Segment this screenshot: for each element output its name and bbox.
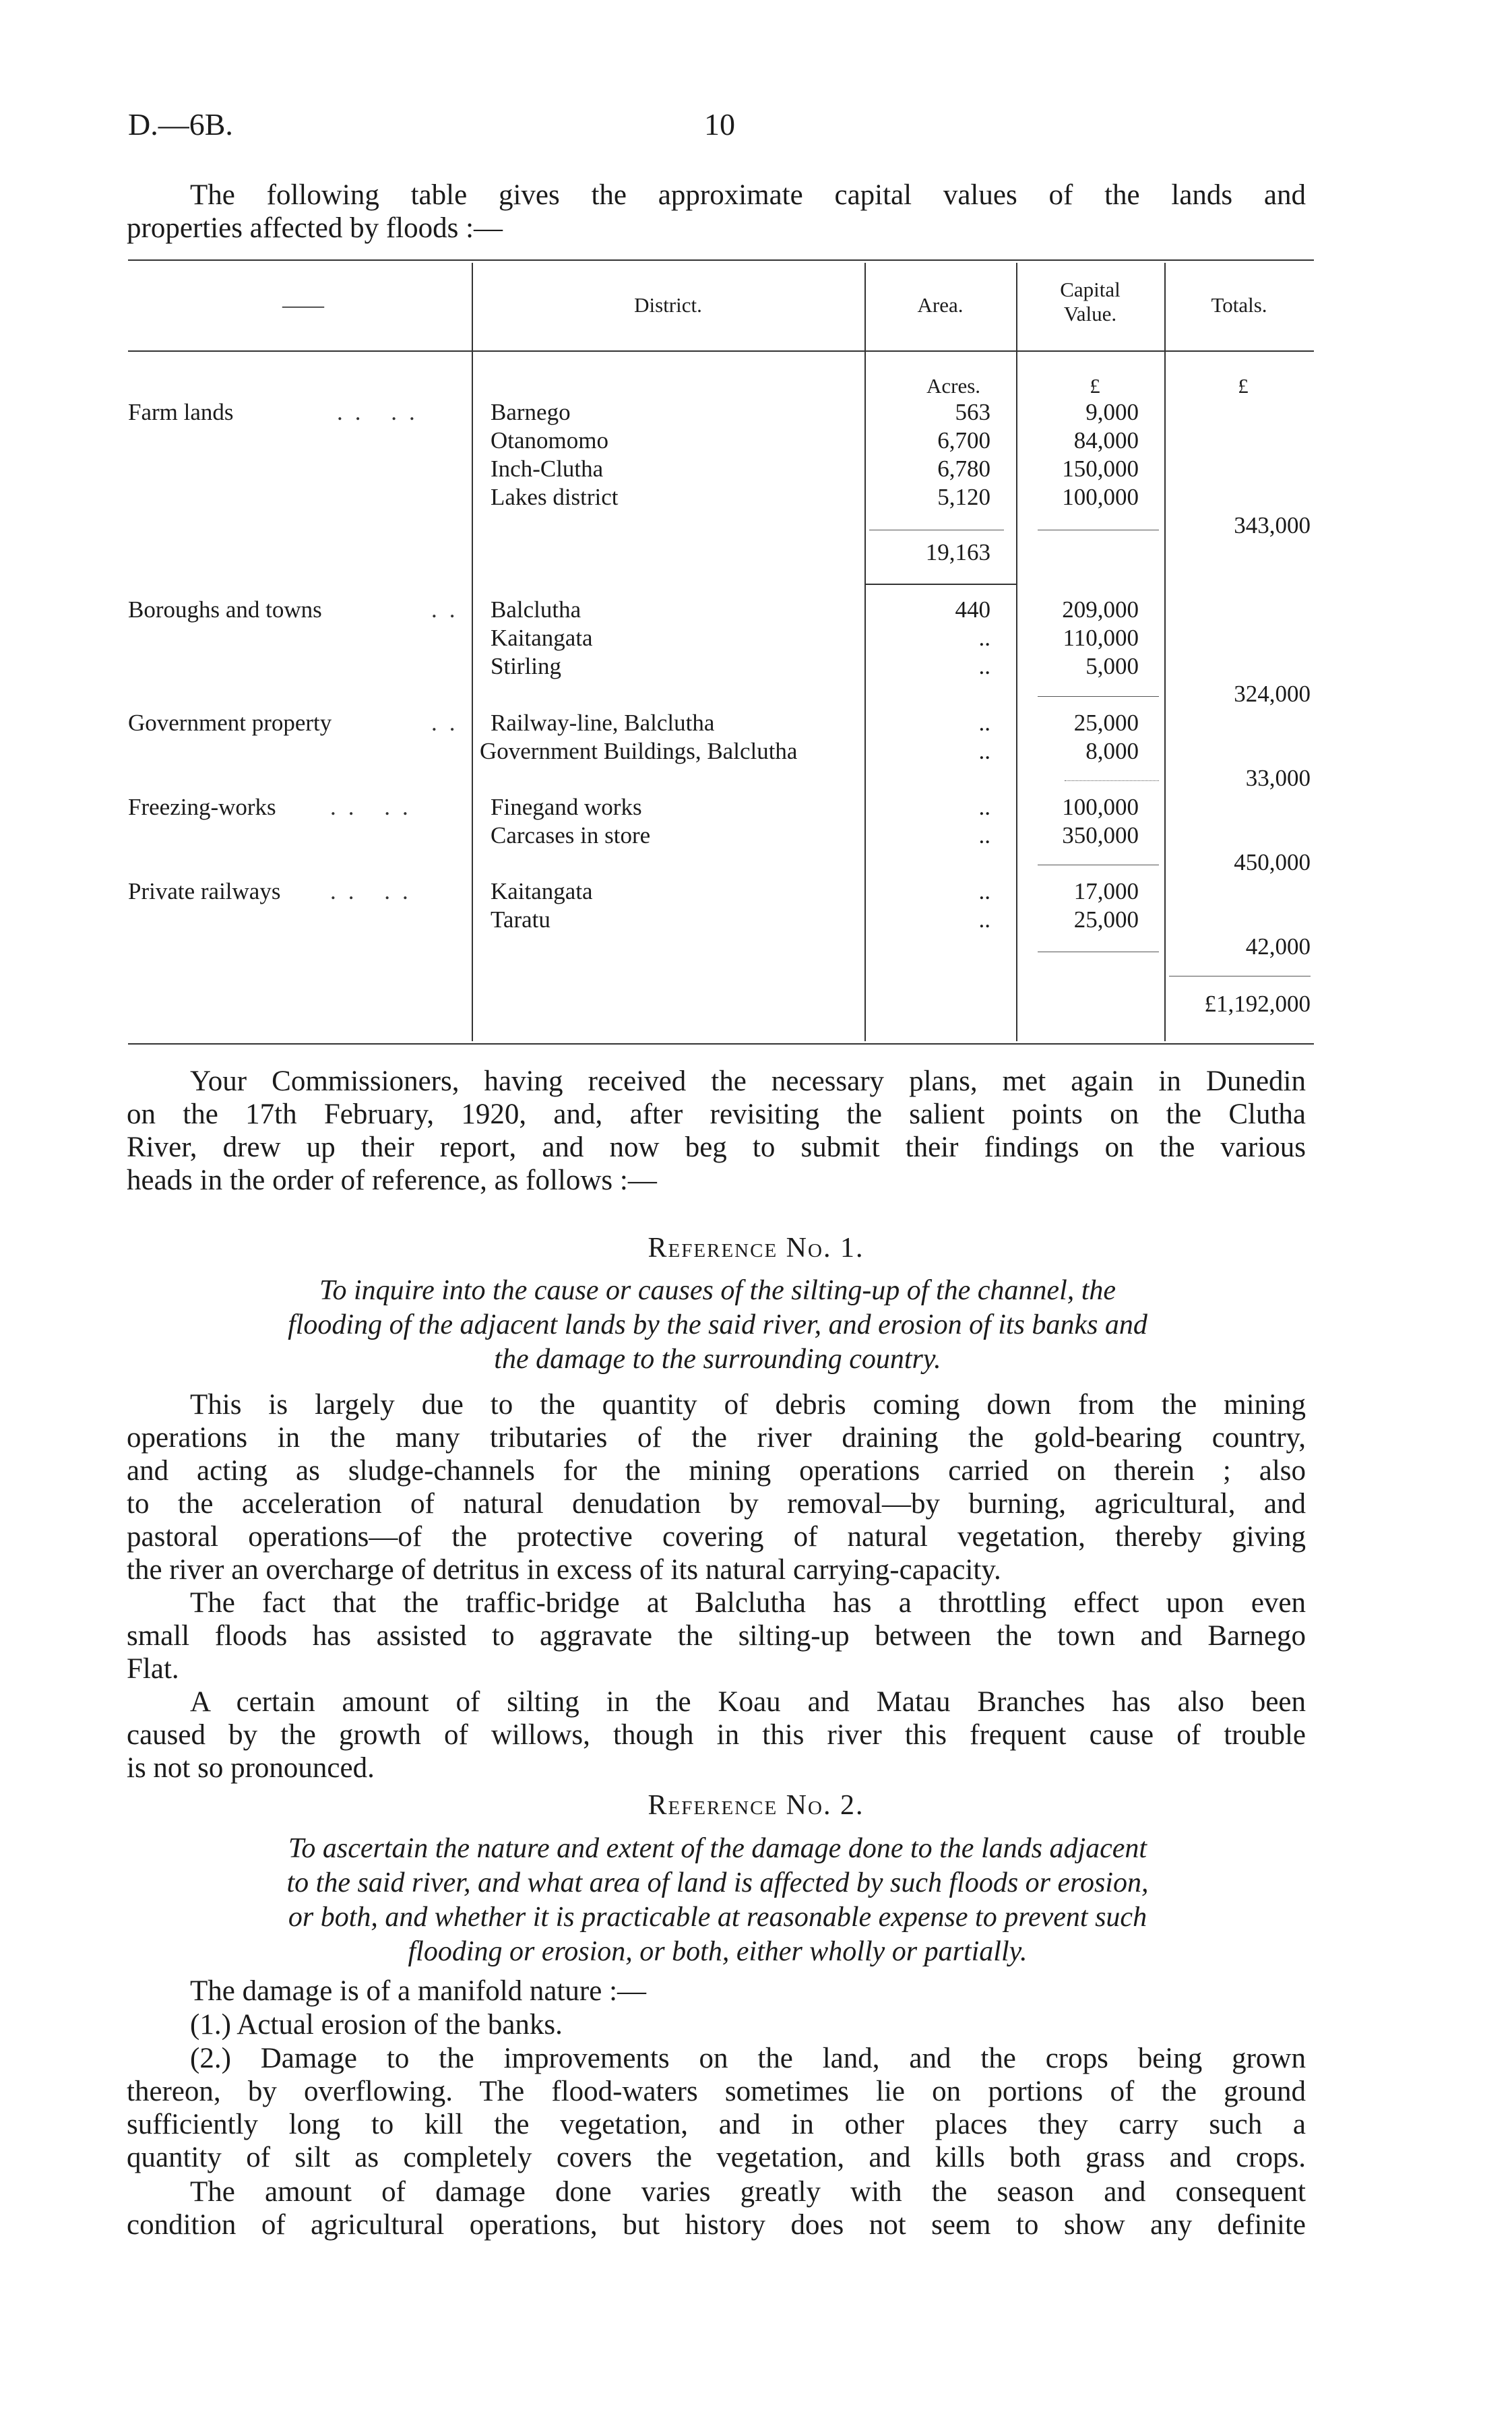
area-rule	[864, 584, 1016, 585]
table-header-rule	[128, 350, 1314, 352]
text-line: River, drew up their report, and now beg to submit their findings on the various	[127, 1131, 1306, 1163]
leader-dots: .. ..	[330, 794, 420, 820]
text-line: quantity of silt as completely covers the vegetation, and kills both grass and crops.	[127, 2142, 1306, 2173]
reference-1-paragraph-1	[127, 1388, 1306, 1586]
text-line: operations in the many tributaries of the river draining the gold-bearing country,	[127, 1422, 1306, 1454]
text-line: pastoral operations—of the protective covering of natural vegetation, thereby giving	[127, 1521, 1306, 1553]
reference-1-text	[202, 1274, 1233, 1377]
text-line: or both, and whether it is practicable at reasonable expense to prevent such	[288, 1902, 1147, 1933]
reference-2-paragraph-1	[127, 1975, 1306, 2008]
capital-value: 100,000	[1062, 484, 1139, 510]
group-total: 33,000	[1245, 765, 1311, 791]
commissioners-paragraph	[127, 1065, 1306, 1197]
capital-value: 17,000	[1073, 878, 1139, 904]
reference-2-text	[202, 1832, 1233, 1969]
group-total: 450,000	[1234, 849, 1311, 875]
capital-value: 209,000	[1062, 596, 1139, 623]
text-line: on the 17th February, 1920, and, after revisiting the salient points on the Clutha	[127, 1098, 1306, 1130]
capital-value: 5,000	[1085, 653, 1139, 679]
district-name: Government Buildings, Balclutha	[480, 738, 798, 764]
text-line: sufficiently long to kill the vegetation, and in other places they carry such a	[127, 2109, 1306, 2140]
text-line: heads in the order of reference, as follows :—	[127, 1165, 657, 1196]
text-line: properties affected by floods :—	[127, 212, 503, 244]
district-name: Inch-Clutha	[491, 456, 604, 482]
group-total: 324,000	[1234, 681, 1311, 707]
district-name: Taratu	[491, 906, 550, 933]
leader-dots: .. ..	[337, 399, 427, 425]
text-line: (2.) Damage to the improvements on the land, and the crops being grown	[190, 2043, 1306, 2074]
district-name: Carcases in store	[491, 822, 651, 848]
area-value: ..	[978, 625, 990, 651]
district-name: Stirling	[491, 653, 562, 679]
district-name: Lakes district	[491, 484, 619, 510]
reference-2-paragraph-2	[127, 2008, 1306, 2041]
district-name: Balclutha	[491, 596, 581, 623]
intro-paragraph	[127, 179, 1306, 245]
text-line: the river an overcharge of detritus in excess of its natural carrying-capacity.	[127, 1554, 1001, 1586]
reference-1-paragraph-3	[127, 1685, 1306, 1785]
capital-value: 110,000	[1063, 625, 1139, 651]
text-line: To inquire into the cause or causes of the silting-up of the channel, the	[319, 1275, 1116, 1306]
reference-1-paragraph-2	[127, 1586, 1306, 1685]
subtotal-rule	[1065, 780, 1159, 781]
area-value: 563	[955, 399, 990, 425]
area-value: ..	[978, 878, 990, 904]
area-subtotal: 19,163	[925, 539, 990, 565]
col-rule	[1164, 263, 1166, 1041]
capital-value: 84,000	[1073, 427, 1139, 454]
group-total: 42,000	[1245, 933, 1311, 960]
unit-capital: £	[1090, 374, 1100, 398]
text-line: the damage to the surrounding country.	[494, 1344, 941, 1375]
col-rule	[864, 263, 866, 1041]
capital-value: 150,000	[1062, 456, 1139, 482]
district-name: Barnego	[491, 399, 571, 425]
subtotal-rule	[1038, 696, 1159, 697]
capital-value: 100,000	[1062, 794, 1139, 820]
category-label: Freezing-works	[128, 794, 276, 820]
leader-dots: ..	[431, 596, 468, 623]
text-line: thereon, by overflowing. The flood-waters sometimes lie on portions of the ground	[127, 2076, 1306, 2107]
grand-total: £1,192,000	[1204, 991, 1311, 1017]
capital-value: 25,000	[1073, 710, 1139, 736]
area-value: 6,780	[937, 456, 990, 482]
area-value: ..	[978, 710, 990, 736]
text-line: The amount of damage done varies greatly with the season and consequent	[190, 2176, 1306, 2208]
table-top-rule	[128, 259, 1314, 261]
table-bottom-rule	[128, 1043, 1314, 1045]
capital-value: 9,000	[1085, 399, 1139, 425]
text-line: flooding or erosion, or both, either wholly or partially.	[408, 1936, 1028, 1967]
column-header-district: District.	[634, 293, 702, 317]
category-label: Government property	[128, 710, 332, 736]
text-line: Your Commissioners, having received the necessary plans, met again in Dunedin	[190, 1065, 1306, 1097]
col-rule	[472, 263, 473, 1041]
district-name: Railway-line, Balclutha	[491, 710, 715, 736]
area-value: ..	[978, 794, 990, 820]
text-line: To ascertain the nature and extent of the damage done to the lands adjacent	[288, 1833, 1147, 1864]
reference-2-heading: Reference No. 2.	[648, 1790, 864, 1821]
area-value: ..	[978, 822, 990, 848]
column-header-capital: Capital	[1060, 278, 1121, 301]
area-value: 5,120	[937, 484, 990, 510]
group-total: 343,000	[1234, 512, 1311, 538]
text-line: small floods has assisted to aggravate the silting-up between the town and Barnego	[127, 1620, 1306, 1652]
column-header-area: Area.	[917, 293, 964, 317]
page-number: 10	[704, 107, 735, 142]
text-line: flooding of the adjacent lands by the said river, and erosion of its banks and	[288, 1309, 1147, 1340]
district-name: Kaitangata	[491, 878, 593, 904]
district-name: Kaitangata	[491, 625, 593, 651]
text-line: Flat.	[127, 1653, 179, 1685]
category-label: Farm lands	[128, 399, 234, 425]
area-value: ..	[978, 653, 990, 679]
district-name: Otanomomo	[491, 427, 608, 454]
text-line: is not so pronounced.	[127, 1752, 375, 1784]
unit-area: Acres.	[926, 374, 981, 398]
text-line: condition of agricultural operations, but history does not seem to show any definite	[127, 2209, 1306, 2241]
column-header-blank: ——	[282, 293, 324, 317]
column-header-totals: Totals.	[1211, 293, 1267, 317]
text-line: and acting as sludge-channels for the mining operations carried on therein ; also	[127, 1455, 1306, 1487]
unit-totals: £	[1238, 374, 1249, 398]
text-line: caused by the growth of willows, though in this river this frequent cause of trouble	[127, 1719, 1306, 1751]
text-line: to the acceleration of natural denudation by removal—by burning, agricultural, and	[127, 1488, 1306, 1520]
text-line: The damage is of a manifold nature :—	[190, 1975, 647, 2007]
column-header-capital: Value.	[1063, 302, 1117, 325]
area-value: 440	[955, 596, 990, 623]
leader-dots: ..	[431, 710, 468, 736]
area-value: 6,700	[937, 427, 990, 454]
text-line: to the said river, and what area of land is affected by such floods or erosion,	[286, 1867, 1149, 1898]
reference-1-heading: Reference No. 1.	[648, 1233, 864, 1264]
capital-value: 350,000	[1062, 822, 1139, 848]
category-label: Boroughs and towns	[128, 596, 322, 623]
leader-dots: .. ..	[330, 878, 420, 904]
text-line: A certain amount of silting in the Koau and Matau Branches has also been	[190, 1686, 1306, 1718]
reference-2-paragraph-4	[127, 2175, 1306, 2241]
text-line: This is largely due to the quantity of debris coming down from the mining	[190, 1389, 1306, 1421]
text-line: The fact that the traffic-bridge at Balclutha has a throttling effect upon even	[190, 1587, 1306, 1619]
district-name: Finegand works	[491, 794, 642, 820]
document-reference: D.—6B.	[128, 107, 233, 142]
capital-value: 8,000	[1085, 738, 1139, 764]
area-value: ..	[978, 906, 990, 933]
text-line: (1.) Actual erosion of the banks.	[190, 2009, 563, 2041]
category-label: Private railways	[128, 878, 281, 904]
text-line: The following table gives the approximate capital values of the lands and	[190, 179, 1306, 211]
area-value: ..	[978, 738, 990, 764]
capital-value: 25,000	[1073, 906, 1139, 933]
reference-2-paragraph-3	[127, 2042, 1306, 2174]
